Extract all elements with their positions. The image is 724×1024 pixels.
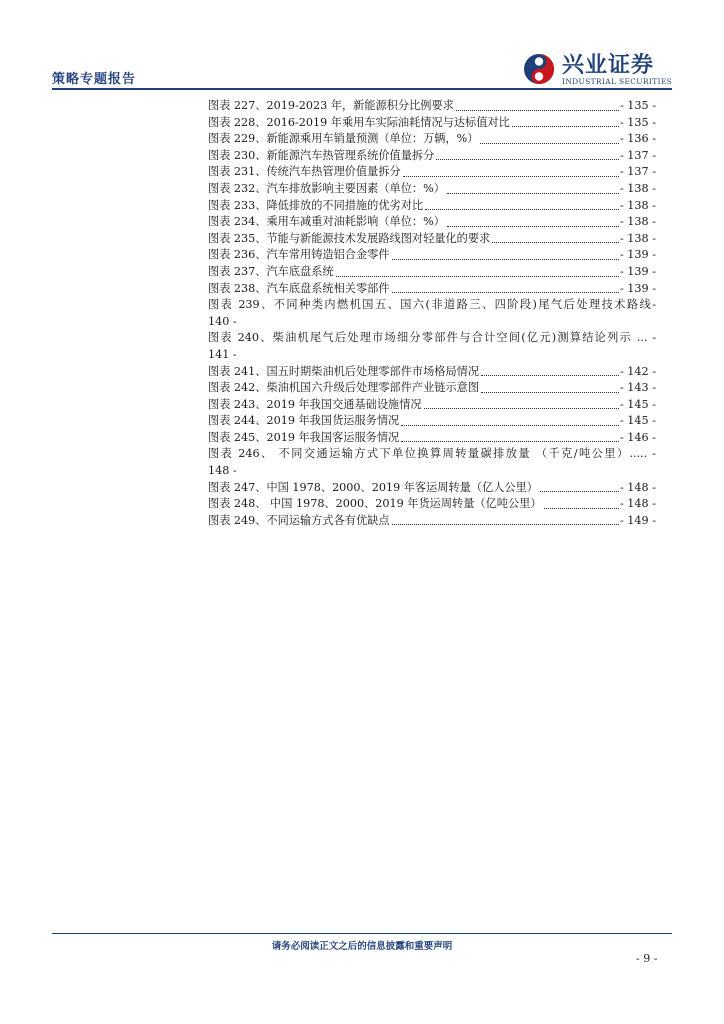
toc-entry[interactable] <box>208 231 656 248</box>
toc-entry-wrapped[interactable] <box>208 330 656 363</box>
toc-entry-title: 图表 235、节能与新能源技术发展路线图对轻量化的要求 <box>208 231 491 245</box>
page-number: - 9 - <box>636 952 658 965</box>
header-divider <box>52 88 672 90</box>
toc-leader-dots <box>456 110 619 111</box>
company-logo <box>522 48 672 92</box>
toc-entry[interactable] <box>208 364 656 381</box>
toc-entry[interactable] <box>208 430 656 447</box>
toc-leader-dots <box>336 276 619 277</box>
toc-leader-dots <box>392 524 619 525</box>
toc-entry-page: - 139 - <box>619 281 656 295</box>
toc-leader-dots <box>403 176 619 177</box>
toc-leader-dots <box>540 491 619 492</box>
toc-entry-page: 140 - <box>208 314 237 328</box>
toc-entry-title: 图表 240、柴油机尾气后处理市场细分零部件与合计空间(亿元)测算结论列示 ... - <box>208 331 656 345</box>
toc-entry-wrapped[interactable] <box>208 446 656 479</box>
toc-entry-title: 图表 230、新能源汽车热管理系统价值量拆分 <box>208 148 435 162</box>
toc-entry[interactable] <box>208 480 656 497</box>
table-of-figures <box>208 98 656 529</box>
toc-entry-title: 图表 233、降低排放的不同措施的优劣对比 <box>208 198 424 212</box>
toc-leader-dots <box>447 193 619 194</box>
toc-entry[interactable] <box>208 380 656 397</box>
toc-leader-dots <box>481 392 619 393</box>
toc-entry[interactable] <box>208 397 656 414</box>
toc-entry-title: 图表 229、新能源乘用车销量预测（单位：万辆，%） <box>208 132 479 146</box>
toc-leader-dots <box>401 441 619 442</box>
brand-mark-icon <box>522 52 556 86</box>
toc-entry-title: 图表 232、汽车排放影响主要因素（单位：%） <box>208 181 445 195</box>
toc-entry-page: - 139 - <box>619 264 656 278</box>
toc-entry-page: - 138 - <box>619 198 656 212</box>
toc-leader-dots <box>425 209 619 210</box>
toc-entry[interactable] <box>208 513 656 530</box>
toc-entry[interactable] <box>208 281 656 298</box>
toc-entry-title: 图表 244、2019 年我国货运服务情况 <box>208 414 400 428</box>
toc-entry-page: - 135 - <box>619 99 656 112</box>
toc-entry-title: 图表 245、2019 年我国客运服务情况 <box>208 430 400 444</box>
toc-leader-dots <box>480 143 618 144</box>
disclosure-notice: 请务必阅读正文之后的信息披露和重要声明 <box>271 941 453 952</box>
toc-entry[interactable] <box>208 115 656 132</box>
toc-entry-page: - 142 - <box>619 364 656 378</box>
toc-entry-page: - 149 - <box>619 513 656 527</box>
toc-entry-title: 图表 227、2019-2023 年，新能源积分比例要求 <box>208 99 454 112</box>
toc-entry[interactable] <box>208 181 656 198</box>
toc-entry-title: 图表 228、2016-2019 年乘用车实际油耗情况与达标值对比 <box>208 115 510 129</box>
toc-entry[interactable] <box>208 214 656 231</box>
toc-entry-page: - 146 - <box>619 430 656 444</box>
toc-leader-dots <box>447 226 619 227</box>
toc-entry-page: - 135 - <box>619 115 656 129</box>
toc-entry[interactable] <box>208 413 656 430</box>
toc-leader-dots <box>492 242 619 243</box>
toc-entry-title: 图表 248、 中国 1978、2000、2019 年货运周转量（亿吨公里） <box>208 497 542 511</box>
toc-leader-dots <box>401 425 619 426</box>
toc-entry[interactable] <box>208 496 656 513</box>
toc-entry-title: 图表 236、汽车常用铸造铝合金零件 <box>208 248 390 262</box>
toc-leader-dots <box>392 292 619 293</box>
toc-entry-title: 图表 241、国五时期柴油机后处理零部件市场格局情况 <box>208 364 480 378</box>
report-type-title: 策略专题报告 <box>52 72 137 87</box>
toc-entry[interactable] <box>208 198 656 215</box>
toc-entry-wrapped[interactable] <box>208 297 656 330</box>
toc-entry-page: - 136 - <box>619 132 656 146</box>
toc-entry-page: - 145 - <box>619 414 656 428</box>
toc-entry-page: - 137 - <box>619 148 656 162</box>
toc-leader-dots <box>544 508 619 509</box>
toc-entry-page: - 137 - <box>619 165 656 179</box>
toc-entry[interactable] <box>208 148 656 165</box>
toc-entry-page: - 148 - <box>619 497 656 511</box>
toc-entry-page: - 138 - <box>619 181 656 195</box>
toc-entry[interactable] <box>208 131 656 148</box>
toc-leader-dots <box>424 408 619 409</box>
toc-entry-title: 图表 243、2019 年我国交通基础设施情况 <box>208 397 422 411</box>
brand-name: 兴业证券 <box>562 53 655 78</box>
toc-entry-title: 图表 249、不同运输方式各有优缺点 <box>208 513 390 527</box>
toc-entry-title: 图表 242、柴油机国六升级后处理零部件产业链示意图 <box>208 381 480 395</box>
toc-entry[interactable] <box>208 98 656 115</box>
toc-entry-page: - 138 - <box>619 231 656 245</box>
toc-entry-title: 图表 247、中国 1978、2000、2019 年客运周转量（亿人公里） <box>208 480 538 494</box>
toc-entry-title: 图表 231、传统汽车热管理价值量拆分 <box>208 165 401 179</box>
toc-leader-dots <box>481 375 619 376</box>
toc-entry-page: - 139 - <box>619 248 656 262</box>
footer-divider <box>52 933 672 934</box>
toc-entry-page: - 143 - <box>619 381 656 395</box>
toc-entry-page: 141 - <box>208 347 237 361</box>
toc-entry-title: 图表 237、汽车底盘系统 <box>208 264 334 278</box>
toc-entry-page: - 138 - <box>619 215 656 229</box>
toc-entry-title: 图表 238、汽车底盘系统相关零部件 <box>208 281 390 295</box>
toc-entry-title: 图表 246、 不同交通运输方式下单位换算周转量碳排放量 （千克/吨公里）..... - <box>208 447 656 461</box>
toc-entry-page: - 148 - <box>619 480 656 494</box>
toc-entry[interactable] <box>208 164 656 181</box>
toc-entry-title: 图表 234、乘用车减重对油耗影响（单位：%） <box>208 215 445 229</box>
toc-leader-dots <box>512 126 619 127</box>
toc-entry[interactable] <box>208 247 656 264</box>
toc-entry[interactable] <box>208 264 656 281</box>
toc-leader-dots <box>392 259 619 260</box>
brand-name-english: INDUSTRIAL SECURITIES <box>562 77 673 86</box>
toc-entry-page: - 145 - <box>619 397 656 411</box>
toc-leader-dots <box>436 159 619 160</box>
toc-entry-title: 图表 239、不同种类内燃机国五、国六(非道路三、四阶段)尾气后处理技术路线- <box>208 298 656 312</box>
toc-entry-page: 148 - <box>208 464 237 478</box>
